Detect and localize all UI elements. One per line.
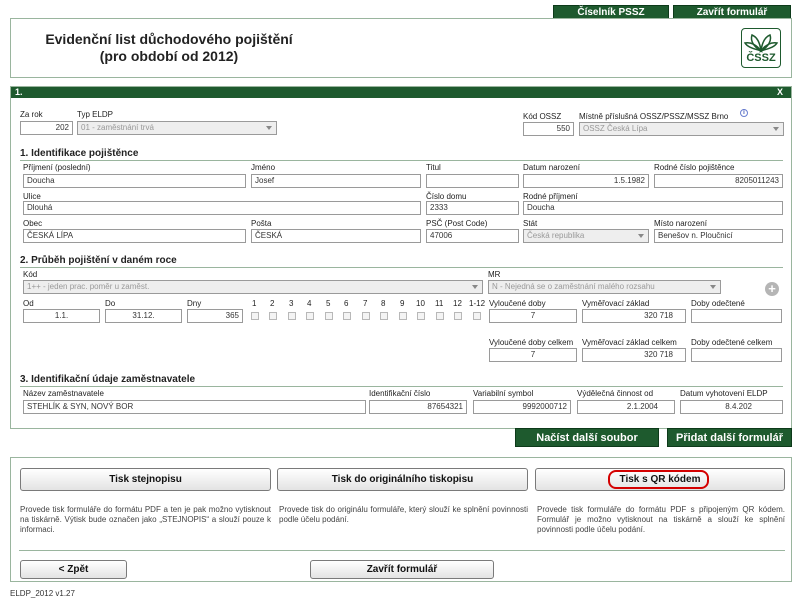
street-label: Ulice bbox=[23, 192, 41, 201]
month-3-label: 3 bbox=[289, 299, 294, 308]
assessment-total-label: Vyměřovací základ celkem bbox=[582, 338, 677, 347]
month-11-checkbox[interactable] bbox=[436, 312, 444, 320]
assessment-base-input[interactable]: 320 718 bbox=[582, 309, 686, 323]
month-6-checkbox[interactable] bbox=[343, 312, 351, 320]
month-2-checkbox[interactable] bbox=[269, 312, 277, 320]
excluded-periods-input[interactable]: 7 bbox=[489, 309, 577, 323]
post-label: Pošta bbox=[251, 219, 272, 228]
country-select[interactable]: Česká republika bbox=[523, 229, 649, 243]
year-input[interactable]: 202 bbox=[20, 121, 73, 135]
form-section-1 bbox=[10, 86, 792, 429]
month-5-checkbox[interactable] bbox=[325, 312, 333, 320]
month-4-checkbox[interactable] bbox=[306, 312, 314, 320]
id-number-label: Identifikační číslo bbox=[369, 389, 431, 398]
house-number-label: Číslo domu bbox=[426, 192, 467, 201]
ossz-code-label: Kód OSSZ bbox=[523, 112, 562, 121]
title-line-1: Evidenční list důchodového pojištění bbox=[45, 31, 293, 47]
info-icon[interactable]: i bbox=[740, 109, 748, 117]
add-row-icon[interactable]: + bbox=[765, 282, 779, 296]
house-number-input[interactable]: 2333 bbox=[426, 201, 519, 215]
employer-heading: 3. Identifikační údaje zaměstnavatele bbox=[20, 374, 196, 385]
issue-date-label: Datum vyhotovení ELDP bbox=[680, 389, 768, 398]
print-original-description: Provede tisk do originálu formuláře, který slouží ke splnění povinnosti podle účelu podání. bbox=[279, 505, 528, 524]
month-3-checkbox[interactable] bbox=[288, 312, 296, 320]
back-button[interactable]: < Zpět bbox=[20, 560, 127, 579]
add-form-button[interactable]: Přidat další formulář bbox=[667, 428, 792, 447]
mr-label: MR bbox=[488, 270, 501, 279]
title-label: Titul bbox=[426, 163, 441, 172]
surname-label: Příjmení (poslední) bbox=[23, 163, 91, 172]
post-input[interactable]: ČESKÁ bbox=[251, 229, 421, 243]
code-select[interactable]: 1++ - jeden prac. poměr u zaměst. bbox=[23, 280, 483, 294]
divider bbox=[19, 550, 785, 551]
page-title bbox=[39, 31, 299, 65]
employment-from-label: Výdělečná činnost od bbox=[577, 389, 654, 398]
month-8-checkbox[interactable] bbox=[380, 312, 388, 320]
firstname-label: Jméno bbox=[251, 163, 276, 172]
birth-surname-input[interactable]: Doucha bbox=[523, 201, 783, 215]
from-input[interactable]: 1.1. bbox=[23, 309, 100, 323]
close-form-top-button[interactable]: Zavřít formulář bbox=[673, 5, 791, 19]
month-1-checkbox[interactable] bbox=[251, 312, 259, 320]
section-close-button[interactable]: X bbox=[776, 87, 783, 97]
print-qr-description: Provede tisk formuláře do formátu PDF s připojeným QR kódem. Formulář je možno vytisknout na tiskárně a slouží ke splnění povinnosti podle účelu podání. bbox=[537, 505, 785, 534]
birthplace-input[interactable]: Benešov n. Ploučnicí bbox=[654, 229, 783, 243]
year-label: Za rok bbox=[20, 110, 43, 119]
to-label: Do bbox=[105, 299, 116, 308]
mr-select[interactable]: N - Nejedná se o zaměstnání malého rozsahu bbox=[488, 280, 721, 294]
assessment-total-input[interactable]: 320 718 bbox=[582, 348, 686, 362]
id-number-input[interactable]: 87654321 bbox=[369, 400, 467, 414]
variable-symbol-input[interactable]: 9992000712 bbox=[473, 400, 571, 414]
insurance-period-heading: 2. Průběh pojištění v daném roce bbox=[20, 255, 177, 266]
birth-surname-label: Rodné příjmení bbox=[523, 192, 578, 201]
excluded-total-input[interactable]: 7 bbox=[489, 348, 577, 362]
deducted-total-label: Doby odečtené celkem bbox=[691, 338, 773, 347]
employer-name-label: Název zaměstnavatele bbox=[23, 389, 104, 398]
street-input[interactable]: Dlouhá bbox=[23, 201, 421, 215]
divider bbox=[20, 267, 783, 268]
title-input[interactable] bbox=[426, 174, 519, 188]
postcode-input[interactable]: 47006 bbox=[426, 229, 519, 243]
load-file-button[interactable]: Načíst další soubor bbox=[515, 428, 659, 447]
month-9-checkbox[interactable] bbox=[399, 312, 407, 320]
birthdate-label: Datum narození bbox=[523, 163, 580, 172]
days-label: Dny bbox=[187, 299, 202, 308]
birth-number-input[interactable]: 8205011243 bbox=[654, 174, 783, 188]
code-label: Kód bbox=[23, 270, 38, 279]
month-2-label: 2 bbox=[270, 299, 275, 308]
assessment-base-label: Vyměřovací základ bbox=[582, 299, 650, 308]
identification-heading: 1. Identifikace pojištěnce bbox=[20, 148, 139, 159]
type-select[interactable]: 01 - zaměstnání trvá bbox=[77, 121, 277, 135]
month-7-checkbox[interactable] bbox=[362, 312, 370, 320]
divider bbox=[20, 386, 783, 387]
type-label: Typ ELDP bbox=[77, 110, 114, 119]
month-12-label: 12 bbox=[453, 299, 462, 308]
print-copy-description: Provede tisk formuláře do formátu PDF a ten je pak možno vytisknout na tiskárně. Výtisk bude označen jako „STEJNOPIS“ a slouží pouze k informaci. bbox=[20, 505, 271, 534]
month-1-label: 1 bbox=[252, 299, 257, 308]
employer-name-input[interactable]: STEHLÍK & SYN, NOVÝ BOR bbox=[23, 400, 366, 414]
divider bbox=[20, 160, 783, 161]
print-panel bbox=[10, 457, 792, 582]
cssz-logo bbox=[741, 28, 781, 68]
month-9-label: 9 bbox=[400, 299, 405, 308]
city-label: Obec bbox=[23, 219, 43, 228]
local-office-select[interactable]: OSSZ Česká Lípa bbox=[579, 122, 784, 136]
ossz-code-input[interactable]: 550 bbox=[523, 122, 574, 136]
birthdate-input[interactable]: 1.5.1982 bbox=[523, 174, 649, 188]
deducted-periods-input[interactable] bbox=[691, 309, 782, 323]
section-number: 1. bbox=[15, 87, 23, 97]
month-10-checkbox[interactable] bbox=[417, 312, 425, 320]
print-qr-button[interactable]: Tisk s QR kódem bbox=[535, 468, 785, 491]
title-line-2: (pro období od 2012) bbox=[99, 48, 239, 64]
ciselnik-pssz-button[interactable]: Číselník PSSZ bbox=[553, 5, 669, 19]
birthplace-label: Místo narození bbox=[654, 219, 707, 228]
month-8-label: 8 bbox=[381, 299, 386, 308]
print-copy-button[interactable]: Tisk stejnopisu bbox=[20, 468, 271, 491]
month-5-label: 5 bbox=[326, 299, 331, 308]
month-12-checkbox[interactable] bbox=[454, 312, 462, 320]
issue-date-input[interactable]: 8.4.202 bbox=[680, 400, 783, 414]
month-all-checkbox[interactable] bbox=[473, 312, 481, 320]
excluded-total-label: Vyloučené doby celkem bbox=[489, 338, 574, 347]
logo-text: ČSSZ bbox=[746, 52, 776, 64]
to-input[interactable]: 31.12. bbox=[105, 309, 182, 323]
postcode-label: PSČ (Post Code) bbox=[426, 219, 488, 228]
month-all-label: 1-12 bbox=[469, 299, 486, 308]
version-label: ELDP_2012 v1.27 bbox=[10, 589, 75, 598]
section-header bbox=[11, 87, 791, 98]
surname-input[interactable]: Doucha bbox=[23, 174, 246, 188]
deducted-periods-label: Doby odečtené bbox=[691, 299, 745, 308]
qr-button-highlight bbox=[608, 470, 709, 489]
city-input[interactable]: ČESKÁ LÍPA bbox=[23, 229, 246, 243]
form-header bbox=[10, 18, 792, 78]
country-label: Stát bbox=[523, 219, 538, 228]
days-input[interactable]: 365 bbox=[187, 309, 243, 323]
employment-from-input[interactable]: 2.1.2004 bbox=[577, 400, 675, 414]
month-6-label: 6 bbox=[344, 299, 349, 308]
month-7-label: 7 bbox=[363, 299, 368, 308]
month-10-label: 10 bbox=[416, 299, 425, 308]
variable-symbol-label: Variabilní symbol bbox=[473, 389, 534, 398]
excluded-periods-label: Vyloučené doby bbox=[489, 299, 546, 308]
month-11-label: 11 bbox=[435, 299, 444, 308]
deducted-total-input[interactable] bbox=[691, 348, 782, 362]
local-office-label: Místně příslušná OSSZ/PSSZ/MSSZ Brno bbox=[579, 112, 729, 121]
month-4-label: 4 bbox=[307, 299, 312, 308]
close-form-button[interactable]: Zavřít formulář bbox=[310, 560, 494, 579]
from-label: Od bbox=[23, 299, 34, 308]
birth-number-label: Rodné číslo pojištěnce bbox=[654, 163, 735, 172]
print-original-button[interactable]: Tisk do originálního tiskopisu bbox=[277, 468, 528, 491]
firstname-input[interactable]: Josef bbox=[251, 174, 421, 188]
